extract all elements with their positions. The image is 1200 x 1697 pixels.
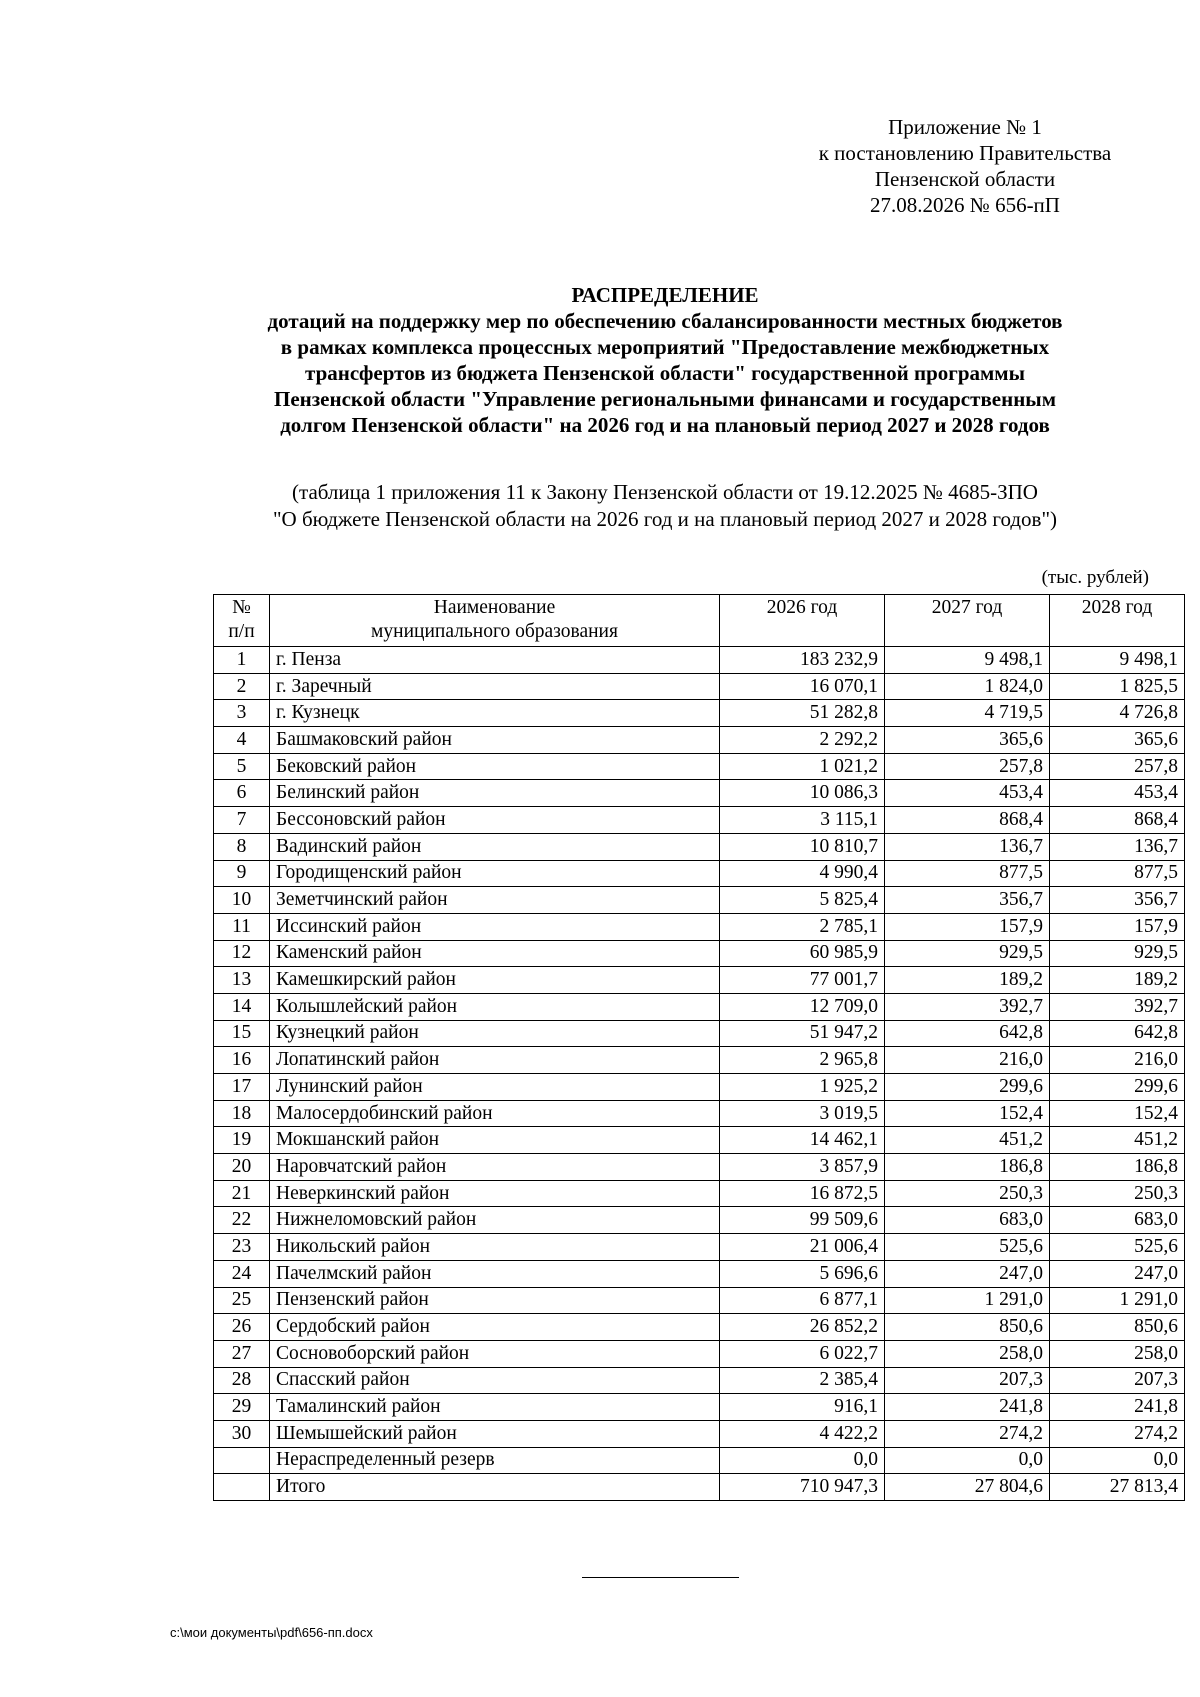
municipality-name: Иссинский район [270, 913, 720, 940]
table-body [214, 647, 1185, 1501]
value-2028: 9 498,1 [1050, 647, 1185, 674]
table-row [214, 1260, 1185, 1287]
value-2028: 453,4 [1050, 780, 1185, 807]
source-line: "О бюджете Пензенской области на 2026 год и на плановый период 2027 и 2028 годов") [272, 507, 1058, 531]
value-2027: 1 291,0 [885, 1287, 1050, 1314]
value-2026: 3 115,1 [720, 807, 885, 834]
row-number: 5 [214, 753, 270, 780]
header-name: Наименование муниципального образования [270, 595, 720, 647]
value-2027: 241,8 [885, 1394, 1050, 1421]
heading-line: дотаций на поддержку мер по обеспечению сбалансированности местных бюджетов [267, 309, 1063, 333]
value-2026: 2 965,8 [720, 1047, 885, 1074]
value-2026: 51 947,2 [720, 1020, 885, 1047]
row-number: 3 [214, 700, 270, 727]
municipality-name: Бессоновский район [270, 807, 720, 834]
municipality-name: Никольский район [270, 1234, 720, 1261]
header-2028: 2028 год [1050, 595, 1185, 647]
value-2028: 274,2 [1050, 1420, 1185, 1447]
value-2027: 27 804,6 [885, 1474, 1050, 1501]
municipality-name: Лунинский район [270, 1074, 720, 1101]
value-2028: 257,8 [1050, 753, 1185, 780]
value-2026: 4 990,4 [720, 860, 885, 887]
value-2028: 207,3 [1050, 1367, 1185, 1394]
municipality-name: Малосердобинский район [270, 1100, 720, 1127]
value-2028: 850,6 [1050, 1314, 1185, 1341]
value-2027: 850,6 [885, 1314, 1050, 1341]
table-row [214, 673, 1185, 700]
table-row [214, 807, 1185, 834]
value-2028: 216,0 [1050, 1047, 1185, 1074]
row-number: 17 [214, 1074, 270, 1101]
value-2026: 1 925,2 [720, 1074, 885, 1101]
table-row [214, 700, 1185, 727]
value-2027: 216,0 [885, 1047, 1050, 1074]
value-2026: 26 852,2 [720, 1314, 885, 1341]
municipality-name: Неверкинский район [270, 1180, 720, 1207]
distribution-table [213, 594, 1185, 1501]
table-row [214, 967, 1185, 994]
row-number [214, 1447, 270, 1474]
units-label: (тыс. рублей) [1041, 567, 1149, 588]
table-row [214, 940, 1185, 967]
value-2028: 392,7 [1050, 993, 1185, 1020]
municipality-name: Нераспределенный резерв [270, 1447, 720, 1474]
table-row [214, 1100, 1185, 1127]
value-2026: 16 070,1 [720, 673, 885, 700]
municipality-name: г. Заречный [270, 673, 720, 700]
document-title: РАСПРЕДЕЛЕНИЕ [571, 283, 759, 307]
value-2027: 299,6 [885, 1074, 1050, 1101]
header-number: № п/п [214, 595, 270, 647]
value-2028: 136,7 [1050, 833, 1185, 860]
value-2028: 157,9 [1050, 913, 1185, 940]
row-number: 27 [214, 1340, 270, 1367]
value-2028: 4 726,8 [1050, 700, 1185, 727]
table-row [214, 1047, 1185, 1074]
row-number: 25 [214, 1287, 270, 1314]
table-row [214, 780, 1185, 807]
table-row [214, 753, 1185, 780]
value-2028: 258,0 [1050, 1340, 1185, 1367]
row-number: 7 [214, 807, 270, 834]
row-number: 2 [214, 673, 270, 700]
source-line: (таблица 1 приложения 11 к Закону Пензенской области от 19.12.2025 № 4685-ЗПО [292, 480, 1038, 504]
row-number: 8 [214, 833, 270, 860]
value-2027: 207,3 [885, 1367, 1050, 1394]
municipality-name: Земетчинский район [270, 887, 720, 914]
value-2027: 1 824,0 [885, 673, 1050, 700]
value-2026: 5 696,6 [720, 1260, 885, 1287]
value-2026: 51 282,8 [720, 700, 885, 727]
table-row [214, 1420, 1185, 1447]
municipality-name: Нижнеломовский район [270, 1207, 720, 1234]
table-row [214, 1127, 1185, 1154]
value-2027: 4 719,5 [885, 700, 1050, 727]
value-2028: 877,5 [1050, 860, 1185, 887]
row-number: 19 [214, 1127, 270, 1154]
value-2027: 0,0 [885, 1447, 1050, 1474]
table-row [214, 860, 1185, 887]
municipality-name: Кузнецкий район [270, 1020, 720, 1047]
value-2026: 10 810,7 [720, 833, 885, 860]
heading-line: в рамках комплекса процессных мероприятий "Предоставление межбюджетных [280, 335, 1050, 359]
file-path: c:\мои документы\pdf\656-пп.docx [170, 1625, 373, 1640]
value-2027: 451,2 [885, 1127, 1050, 1154]
table-row [214, 1180, 1185, 1207]
value-2028: 247,0 [1050, 1260, 1185, 1287]
value-2026: 16 872,5 [720, 1180, 885, 1207]
value-2028: 241,8 [1050, 1394, 1185, 1421]
municipality-name: Пензенский район [270, 1287, 720, 1314]
value-2026: 6 022,7 [720, 1340, 885, 1367]
municipality-name: Итого [270, 1474, 720, 1501]
value-2027: 929,5 [885, 940, 1050, 967]
value-2028: 1 825,5 [1050, 673, 1185, 700]
value-2028: 250,3 [1050, 1180, 1185, 1207]
municipality-name: Камешкирский район [270, 967, 720, 994]
value-2026: 3 857,9 [720, 1154, 885, 1181]
value-2026: 10 086,3 [720, 780, 885, 807]
table-row [214, 1447, 1185, 1474]
value-2027: 9 498,1 [885, 647, 1050, 674]
end-divider [582, 1577, 739, 1578]
row-number: 11 [214, 913, 270, 940]
municipality-name: Мокшанский район [270, 1127, 720, 1154]
value-2026: 77 001,7 [720, 967, 885, 994]
row-number: 23 [214, 1234, 270, 1261]
value-2028: 152,4 [1050, 1100, 1185, 1127]
value-2027: 247,0 [885, 1260, 1050, 1287]
value-2026: 14 462,1 [720, 1127, 885, 1154]
value-2028: 868,4 [1050, 807, 1185, 834]
row-number: 26 [214, 1314, 270, 1341]
value-2026: 60 985,9 [720, 940, 885, 967]
value-2028: 299,6 [1050, 1074, 1185, 1101]
value-2028: 642,8 [1050, 1020, 1185, 1047]
value-2027: 189,2 [885, 967, 1050, 994]
municipality-name: Белинский район [270, 780, 720, 807]
municipality-name: Тамалинский район [270, 1394, 720, 1421]
value-2026: 6 877,1 [720, 1287, 885, 1314]
value-2026: 710 947,3 [720, 1474, 885, 1501]
table-row [214, 1020, 1185, 1047]
value-2026: 916,1 [720, 1394, 885, 1421]
municipality-name: Пачелмский район [270, 1260, 720, 1287]
table-header-row [214, 595, 1185, 647]
table-row [214, 1340, 1185, 1367]
table-row [214, 1234, 1185, 1261]
municipality-name: Колышлейский район [270, 993, 720, 1020]
value-2026: 183 232,9 [720, 647, 885, 674]
municipality-name: Спасский район [270, 1367, 720, 1394]
value-2026: 1 021,2 [720, 753, 885, 780]
value-2027: 365,6 [885, 727, 1050, 754]
header-2027: 2027 год [885, 595, 1050, 647]
heading-line: долгом Пензенской области" на 2026 год и на плановый период 2027 и 2028 годов [280, 413, 1050, 437]
appendix-line: Пензенской области [874, 167, 1056, 191]
value-2027: 136,7 [885, 833, 1050, 860]
value-2027: 525,6 [885, 1234, 1050, 1261]
value-2027: 257,8 [885, 753, 1050, 780]
row-number: 28 [214, 1367, 270, 1394]
table-row [214, 993, 1185, 1020]
row-number: 6 [214, 780, 270, 807]
header-2026: 2026 год [720, 595, 885, 647]
value-2026: 2 292,2 [720, 727, 885, 754]
municipality-name: Лопатинский район [270, 1047, 720, 1074]
municipality-name: Наровчатский район [270, 1154, 720, 1181]
row-number: 12 [214, 940, 270, 967]
appendix-line: к постановлению Правительства [818, 141, 1112, 165]
row-number: 30 [214, 1420, 270, 1447]
value-2027: 868,4 [885, 807, 1050, 834]
table-row [214, 1154, 1185, 1181]
row-number: 21 [214, 1180, 270, 1207]
table-row [214, 1074, 1185, 1101]
source-reference [150, 479, 1180, 533]
value-2028: 0,0 [1050, 1447, 1185, 1474]
value-2027: 453,4 [885, 780, 1050, 807]
value-2026: 3 019,5 [720, 1100, 885, 1127]
value-2027: 152,4 [885, 1100, 1050, 1127]
value-2028: 356,7 [1050, 887, 1185, 914]
value-2028: 525,6 [1050, 1234, 1185, 1261]
municipality-name: Каменский район [270, 940, 720, 967]
municipality-name: Шемышейский район [270, 1420, 720, 1447]
table-row [214, 1314, 1185, 1341]
table-row [214, 647, 1185, 674]
table-row [214, 1394, 1185, 1421]
value-2027: 258,0 [885, 1340, 1050, 1367]
appendix-block [780, 114, 1150, 218]
table-row [214, 1474, 1185, 1501]
municipality-name: Городищенский район [270, 860, 720, 887]
row-number: 16 [214, 1047, 270, 1074]
value-2028: 683,0 [1050, 1207, 1185, 1234]
row-number: 24 [214, 1260, 270, 1287]
value-2027: 157,9 [885, 913, 1050, 940]
row-number: 22 [214, 1207, 270, 1234]
value-2027: 250,3 [885, 1180, 1050, 1207]
value-2028: 451,2 [1050, 1127, 1185, 1154]
value-2028: 365,6 [1050, 727, 1185, 754]
row-number: 14 [214, 993, 270, 1020]
row-number: 15 [214, 1020, 270, 1047]
heading-line: трансфертов из бюджета Пензенской области" государственной программы [305, 361, 1025, 385]
row-number: 18 [214, 1100, 270, 1127]
table-row [214, 1207, 1185, 1234]
value-2027: 356,7 [885, 887, 1050, 914]
value-2026: 5 825,4 [720, 887, 885, 914]
municipality-name: Сосновоборский район [270, 1340, 720, 1367]
value-2026: 0,0 [720, 1447, 885, 1474]
value-2026: 2 785,1 [720, 913, 885, 940]
heading-line: Пензенской области "Управление региональными финансами и государственным [273, 387, 1056, 411]
value-2026: 2 385,4 [720, 1367, 885, 1394]
table-row [214, 1287, 1185, 1314]
row-number: 1 [214, 647, 270, 674]
row-number: 20 [214, 1154, 270, 1181]
table-row [214, 1367, 1185, 1394]
value-2028: 27 813,4 [1050, 1474, 1185, 1501]
appendix-date-number: 27.08.2026 № 656-пП [870, 193, 1060, 217]
row-number: 10 [214, 887, 270, 914]
municipality-name: Башмаковский район [270, 727, 720, 754]
table-row [214, 887, 1185, 914]
value-2026: 99 509,6 [720, 1207, 885, 1234]
table-row [214, 913, 1185, 940]
value-2026: 4 422,2 [720, 1420, 885, 1447]
value-2028: 189,2 [1050, 967, 1185, 994]
value-2027: 392,7 [885, 993, 1050, 1020]
table-row [214, 833, 1185, 860]
appendix-line: Приложение № 1 [888, 115, 1042, 139]
row-number: 13 [214, 967, 270, 994]
value-2028: 929,5 [1050, 940, 1185, 967]
value-2027: 877,5 [885, 860, 1050, 887]
municipality-name: г. Пенза [270, 647, 720, 674]
value-2027: 274,2 [885, 1420, 1050, 1447]
document-heading [150, 282, 1180, 438]
table-row [214, 727, 1185, 754]
municipality-name: Сердобский район [270, 1314, 720, 1341]
row-number: 9 [214, 860, 270, 887]
value-2026: 12 709,0 [720, 993, 885, 1020]
value-2027: 186,8 [885, 1154, 1050, 1181]
municipality-name: Вадинский район [270, 833, 720, 860]
row-number: 29 [214, 1394, 270, 1421]
row-number [214, 1474, 270, 1501]
value-2026: 21 006,4 [720, 1234, 885, 1261]
municipality-name: Бековский район [270, 753, 720, 780]
value-2027: 642,8 [885, 1020, 1050, 1047]
municipality-name: г. Кузнецк [270, 700, 720, 727]
value-2028: 1 291,0 [1050, 1287, 1185, 1314]
row-number: 4 [214, 727, 270, 754]
value-2027: 683,0 [885, 1207, 1050, 1234]
value-2028: 186,8 [1050, 1154, 1185, 1181]
